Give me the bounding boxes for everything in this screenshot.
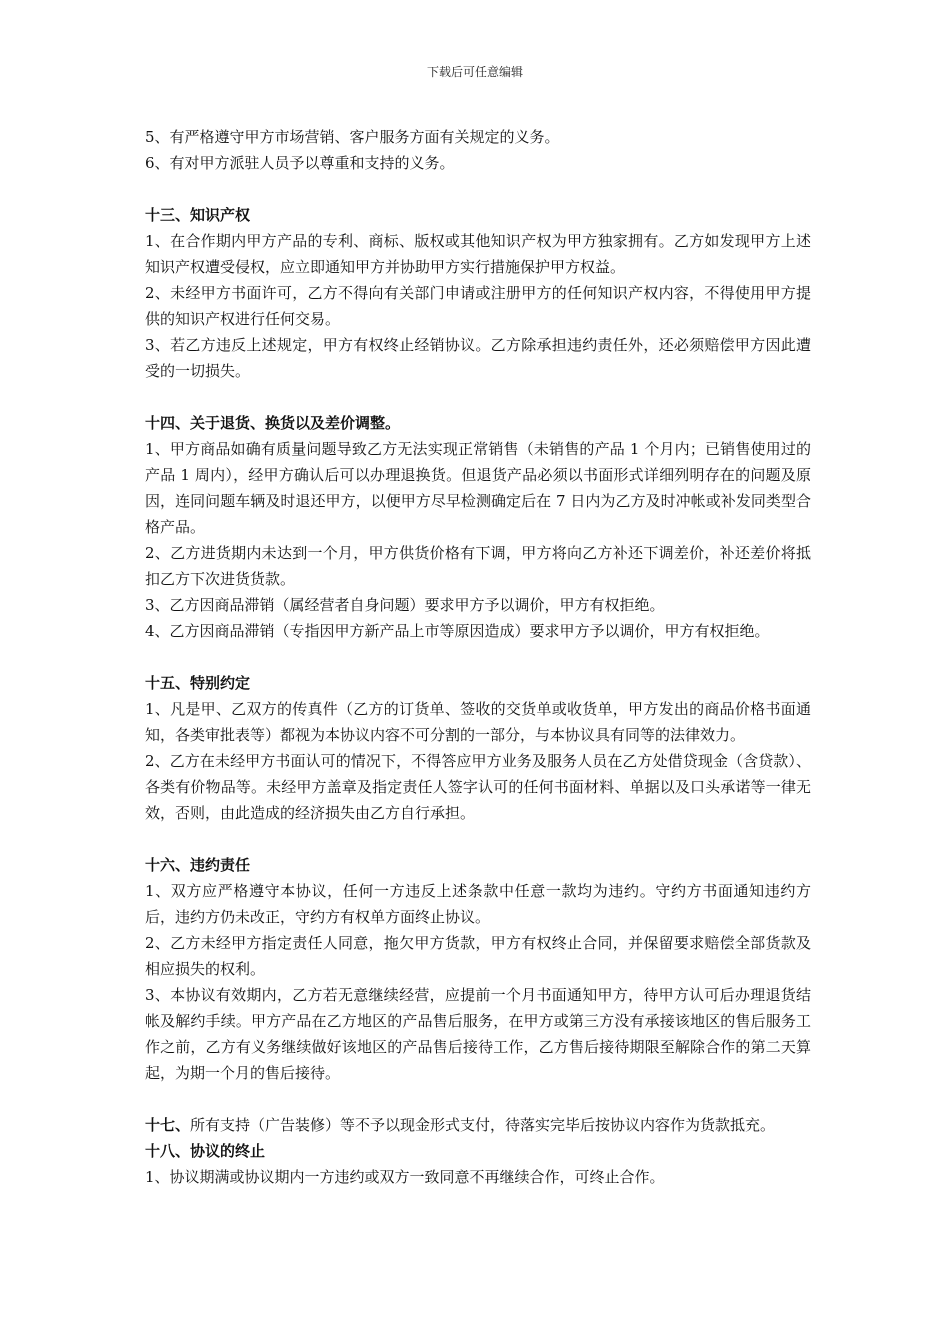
spacer	[145, 644, 811, 670]
section-16-item-2: 2、乙方未经甲方指定责任人同意，拖欠甲方货款，甲方有权终止合同，并保留要求赔偿全部货款及相应损失的权利。	[145, 934, 811, 978]
section-13-item-3: 3、若乙方违反上述规定，甲方有权终止经销协议。乙方除承担违约责任外，还必须赔偿甲方因此遭受的一切损失。	[145, 336, 811, 380]
section-15-item-1: 1、凡是甲、乙双方的传真件（乙方的订货单、签收的交货单或收货单，甲方发出的商品价格书面通知，各类审批表等）都视为本协议内容不可分割的一部分，与本协议具有同等的法律效力。	[145, 700, 811, 744]
section-13-title: 十三、知识产权	[145, 206, 251, 224]
section-16-item-1: 1、双方应严格遵守本协议，任何一方违反上述条款中任意一款均为违约。守约方书面通知违约方后，违约方仍未改正，守约方有权单方面终止协议。	[145, 882, 811, 926]
document-body	[145, 124, 811, 1190]
section-16-title: 十六、违约责任	[145, 856, 251, 874]
section-13-item-2: 2、未经甲方书面许可，乙方不得向有关部门申请或注册甲方的任何知识产权内容，不得使用甲方提供的知识产权进行任何交易。	[145, 284, 811, 328]
clause-12-item-5: 5、有严格遵守甲方市场营销、客户服务方面有关规定的义务。	[145, 128, 560, 146]
section-14-title: 十四、关于退货、换货以及差价调整。	[145, 414, 401, 432]
spacer	[145, 384, 811, 410]
page-header: 下载后可任意编辑	[426, 65, 523, 79]
spacer	[145, 1086, 811, 1112]
section-17-text: 所有支持（广告装修）等不予以现金形式支付，待落实完毕后按协议内容作为货款抵充。	[190, 1116, 776, 1134]
spacer	[145, 176, 811, 202]
clause-12-item-6: 6、有对甲方派驻人员予以尊重和支持的义务。	[145, 154, 455, 172]
section-13-item-1: 1、在合作期内甲方产品的专利、商标、版权或其他知识产权为甲方独家拥有。乙方如发现甲方上述知识产权遭受侵权，应立即通知甲方并协助甲方实行措施保护甲方权益。	[145, 232, 811, 276]
section-15-item-2: 2、乙方在未经甲方书面认可的情况下，不得答应甲方业务及服务人员在乙方处借贷现金（含贷款）、各类有价物品等。未经甲方盖章及指定责任人签字认可的任何书面材料、单据以及口头承诺等一律无效，否则，由此造成的经济损失由乙方自行承担。	[145, 752, 811, 822]
section-15-title: 十五、特别约定	[145, 674, 251, 692]
section-14-item-1: 1、甲方商品如确有质量问题导致乙方无法实现正常销售（未销售的产品 1 个月内；已销售使用过的产品 1 周内），经甲方确认后可以办理退换货。但退货产品必须以书面形式详细列明存在的问题及原因，连同问题车辆及时退还甲方，以便甲方尽早检测确定后在 7 日内为乙方及时冲帐或补发同类型合格产品。	[145, 440, 811, 536]
section-14-item-4: 4、乙方因商品滞销（专指因甲方新产品上市等原因造成）要求甲方予以调价，甲方有权拒绝。	[145, 622, 770, 640]
section-17	[145, 1112, 811, 1138]
section-18-item-1: 1、协议期满或协议期内一方违约或双方一致同意不再继续合作，可终止合作。	[145, 1168, 665, 1186]
section-16-item-3: 3、本协议有效期内，乙方若无意继续经营，应提前一个月书面通知甲方，待甲方认可后办理退货结帐及解约手续。甲方产品在乙方地区的产品售后服务，在甲方或第三方没有承接该地区的售后服务工作之前，乙方有义务继续做好该地区的产品售后接待工作，乙方售后接待期限至解除合作的第二天算起，为期一个月的售后接待。	[145, 986, 811, 1082]
section-14-item-3: 3、乙方因商品滞销（属经营者自身问题）要求甲方予以调价，甲方有权拒绝。	[145, 596, 665, 614]
section-17-title: 十七、	[145, 1116, 191, 1134]
section-18-title: 十八、协议的终止	[145, 1142, 266, 1160]
section-14-item-2: 2、乙方进货期内未达到一个月，甲方供货价格有下调，甲方将向乙方补还下调差价，补还差价将抵扣乙方下次进货货款。	[145, 544, 811, 588]
spacer	[145, 826, 811, 852]
